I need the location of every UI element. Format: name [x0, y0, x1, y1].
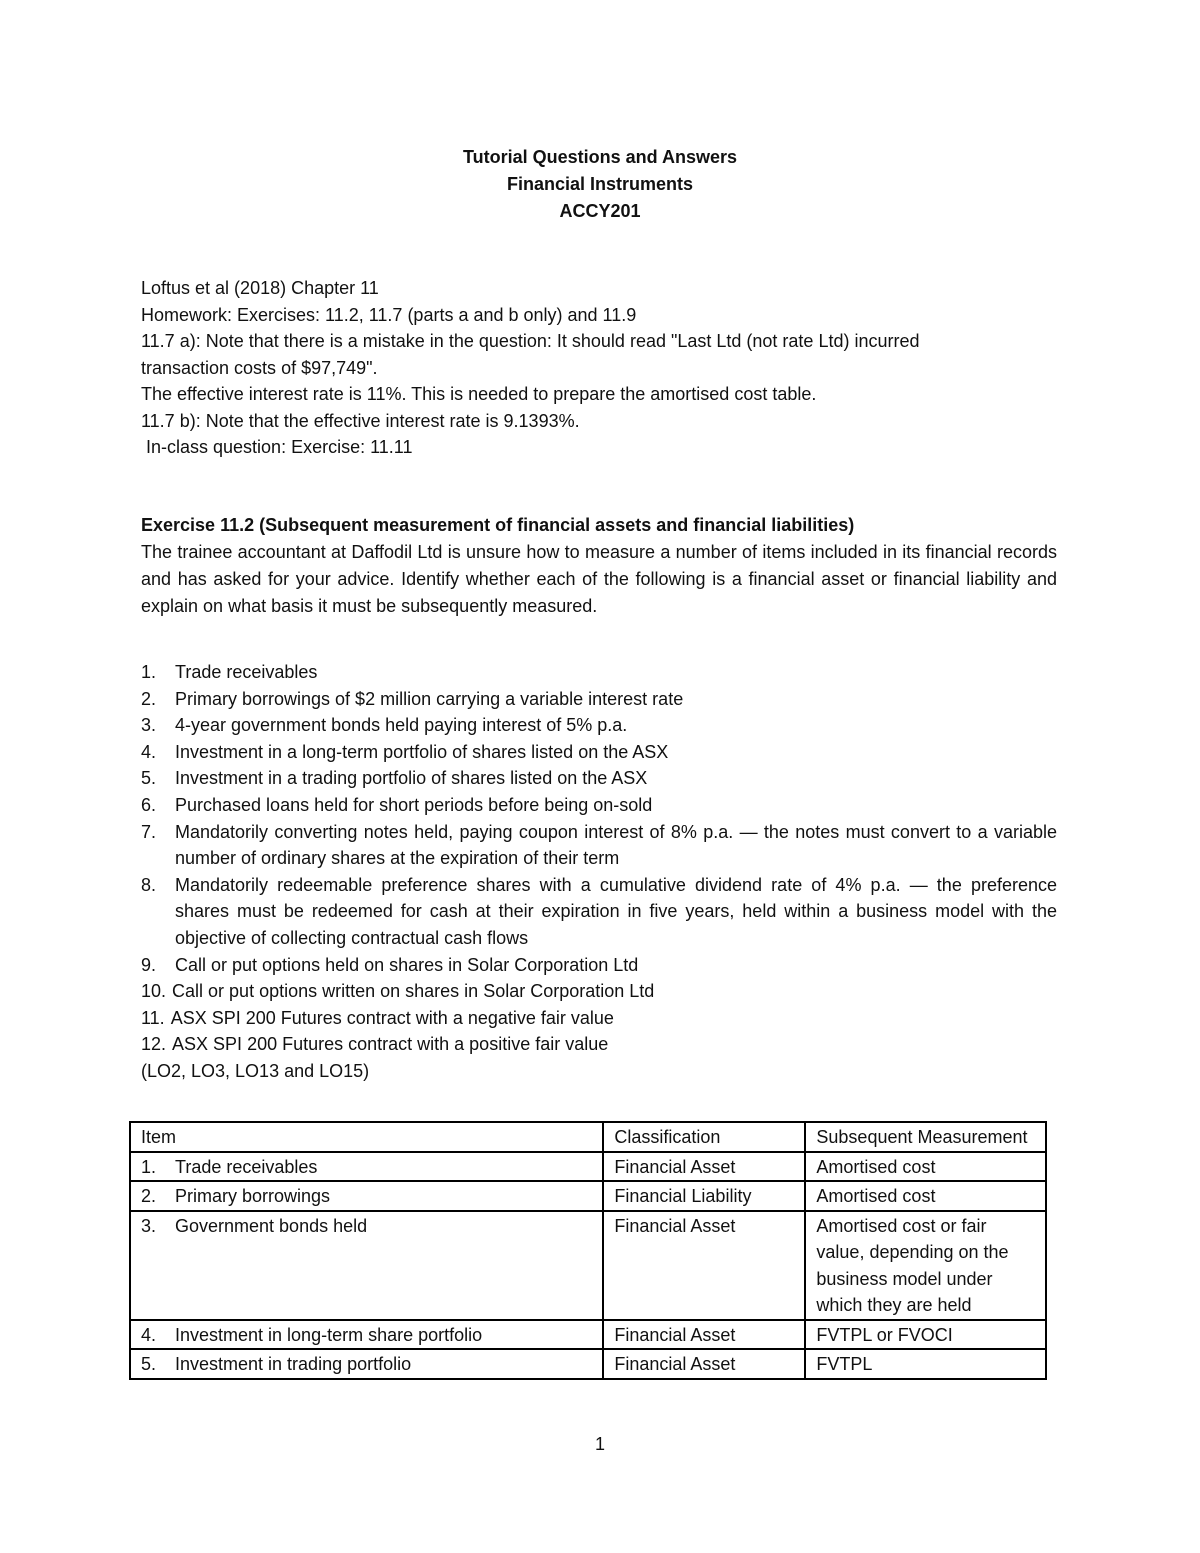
note-line: The effective interest rate is 11%. This is needed to prepare the amortised cost table.	[141, 384, 817, 404]
title-line-2: Financial Instruments	[506, 174, 694, 194]
item-number: 4.	[141, 741, 157, 762]
column-header-classification: Classification	[603, 1122, 805, 1152]
list-item	[141, 872, 1057, 952]
row-item: Investment in long-term share portfolio	[175, 1324, 483, 1345]
item-number: 5.	[141, 768, 157, 789]
note-line: 11.7 b): Note that the effective interest rate is 9.1393%.	[141, 410, 580, 431]
classification-cell: Financial Asset	[603, 1320, 805, 1350]
measurement-cell: Amortised cost	[805, 1181, 1046, 1211]
item-text: Primary borrowings of $2 million carrying a variable interest rate	[175, 688, 684, 709]
title-line-1: Tutorial Questions and Answers	[462, 147, 738, 167]
column-header-item: Item	[130, 1122, 603, 1152]
row-number: 4.	[141, 1324, 157, 1345]
list-item	[141, 978, 1057, 1005]
classification-cell: Financial Liability	[603, 1181, 805, 1211]
list-item	[141, 1005, 1057, 1032]
answer-table	[129, 1121, 1047, 1380]
exercise-heading: Exercise 11.2 (Subsequent measurement of financial assets and financial liabilities)	[141, 515, 855, 535]
table-row	[130, 1181, 1046, 1211]
item-text: Investment in a long-term portfolio of shares listed on the ASX	[175, 741, 669, 762]
list-item	[141, 819, 1057, 872]
list-item	[141, 952, 1057, 979]
item-text: ASX SPI 200 Futures contract with a positive fair value	[172, 1034, 609, 1055]
measurement-cell: Amortised cost	[805, 1152, 1046, 1182]
table-row	[130, 1349, 1046, 1379]
classification-cell: Financial Asset	[603, 1349, 805, 1379]
item-number: 3.	[141, 715, 157, 736]
exercise-body: The trainee accountant at Daffodil Ltd is unsure how to measure a number of items included in its financial records and has asked for your advice. Identify whether each of the following is a financial asset or financial liability and explain on what basis it must be subsequently measured.	[141, 542, 1057, 616]
measurement-cell: FVTPL or FVOCI	[805, 1320, 1046, 1350]
item-number: 8.	[141, 874, 157, 895]
table-row	[130, 1152, 1046, 1182]
table-row	[130, 1211, 1046, 1320]
row-item: Investment in trading portfolio	[175, 1354, 412, 1374]
item-cell	[130, 1211, 603, 1320]
item-cell	[130, 1320, 603, 1350]
item-cell	[130, 1349, 603, 1379]
classification-cell: Financial Asset	[603, 1152, 805, 1182]
item-cell	[130, 1152, 603, 1182]
homework-notes	[141, 275, 1061, 461]
item-number: 6.	[141, 794, 157, 815]
list-item	[141, 765, 1057, 792]
page-number: 1	[594, 1434, 605, 1454]
item-text: Trade receivables	[175, 662, 318, 682]
table-row	[130, 1320, 1046, 1350]
row-number: 2.	[141, 1186, 157, 1206]
item-number: 9.	[141, 954, 157, 975]
item-text: Investment in a trading portfolio of shares listed on the ASX	[175, 768, 648, 789]
note-line: 11.7 a): Note that there is a mistake in the question: It should read "Last Ltd (not rate Ltd) incurred	[141, 331, 920, 351]
document-title	[0, 144, 1200, 225]
list-item	[141, 686, 1057, 713]
row-number: 1.	[141, 1156, 157, 1177]
column-header-measurement: Subsequent Measurement	[805, 1122, 1046, 1152]
item-number: 10.	[141, 981, 167, 1002]
item-text: Mandatorily converting notes held, paying coupon interest of 8% p.a. — the notes must convert to a variable number of ordinary shares at the expiration of their term	[175, 821, 1057, 869]
row-item: Trade receivables	[175, 1156, 318, 1177]
note-line: Loftus et al (2018) Chapter 11	[141, 278, 379, 298]
item-cell	[130, 1181, 603, 1211]
note-line: transaction costs of $97,749".	[141, 357, 378, 378]
row-number: 5.	[141, 1354, 157, 1374]
list-item	[141, 712, 1057, 739]
item-number: 12.	[141, 1034, 167, 1055]
item-number: 1.	[141, 662, 157, 682]
item-text: Purchased loans held for short periods before being on-sold	[175, 794, 653, 815]
measurement-cell: Amortised cost or fair value, depending on the business model under which they are held	[805, 1211, 1046, 1320]
exercise-section	[141, 512, 1057, 620]
classification-cell: Financial Asset	[603, 1211, 805, 1320]
question-list	[141, 659, 1057, 1085]
list-item	[141, 1031, 1057, 1058]
item-text: Call or put options held on shares in Solar Corporation Ltd	[175, 954, 639, 975]
list-item	[141, 792, 1057, 819]
row-item: Government bonds held	[175, 1215, 368, 1236]
item-number: 7.	[141, 821, 157, 842]
note-line: In-class question: Exercise: 11.11	[141, 437, 413, 457]
row-number: 3.	[141, 1215, 157, 1236]
item-text: 4-year government bonds held paying interest of 5% p.a.	[175, 715, 628, 736]
item-text: ASX SPI 200 Futures contract with a negative fair value	[170, 1007, 614, 1028]
measurement-cell: FVTPL	[805, 1349, 1046, 1379]
note-line: Homework: Exercises: 11.2, 11.7 (parts a and b only) and 11.9	[141, 304, 637, 325]
list-item	[141, 739, 1057, 766]
row-item: Primary borrowings	[175, 1186, 331, 1206]
table-header-row	[130, 1122, 1046, 1152]
item-number: 2.	[141, 688, 157, 709]
item-number: 11.	[141, 1007, 165, 1028]
title-line-3: ACCY201	[559, 201, 641, 221]
item-text: Mandatorily redeemable preference shares with a cumulative dividend rate of 4% p.a. — the preference shares must be redeemed for cash at their expiration in five years, held within a business model with the objective of collecting contractual cash flows	[175, 874, 1057, 948]
list-item	[141, 659, 1057, 686]
learning-outcomes: (LO2, LO3, LO13 and LO15)	[141, 1060, 370, 1081]
item-text: Call or put options written on shares in Solar Corporation Ltd	[172, 981, 655, 1002]
